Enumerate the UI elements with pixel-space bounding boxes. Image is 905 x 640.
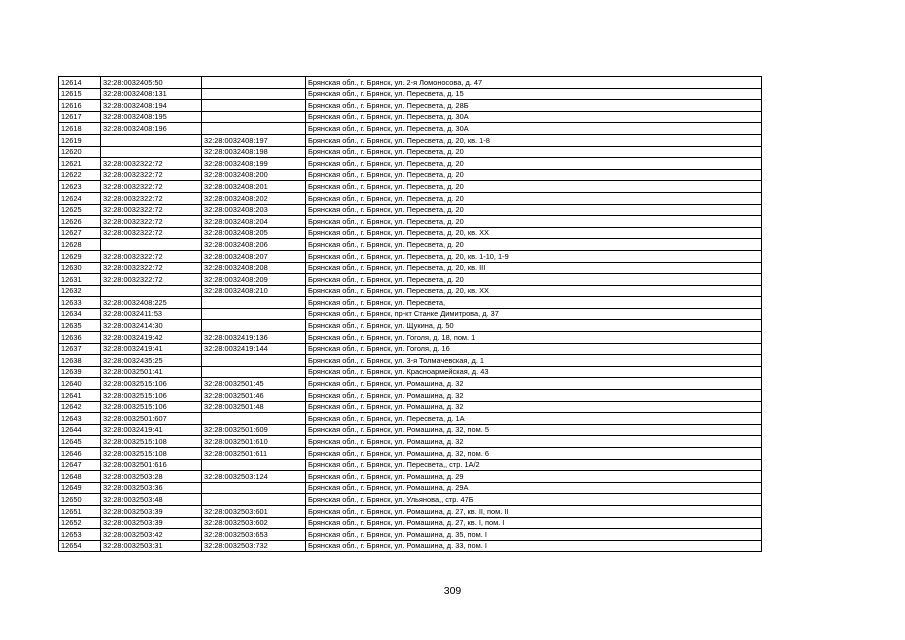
- row-number-cell: 12626: [59, 216, 101, 228]
- land-cadastral-number-cell: [101, 146, 202, 158]
- row-number-cell: 12619: [59, 134, 101, 146]
- building-cadastral-number-cell: 32:28:0032408:197: [202, 134, 306, 146]
- row-number-cell: 12614: [59, 77, 101, 89]
- row-number-cell: 12645: [59, 436, 101, 448]
- land-cadastral-number-cell: 32:28:0032322:72: [101, 181, 202, 193]
- row-number-cell: 12646: [59, 448, 101, 460]
- land-cadastral-number-cell: 32:28:0032408:131: [101, 88, 202, 100]
- building-cadastral-number-cell: 32:28:0032408:198: [202, 146, 306, 158]
- land-cadastral-number-cell: 32:28:0032503:28: [101, 471, 202, 483]
- building-cadastral-number-cell: 32:28:0032408:206: [202, 239, 306, 251]
- row-number-cell: 12653: [59, 529, 101, 541]
- building-cadastral-number-cell: 32:28:0032408:205: [202, 227, 306, 239]
- row-number-cell: 12635: [59, 320, 101, 332]
- address-cell: Брянская обл., г. Брянск, ул. Пересвета, д. 20: [306, 192, 762, 204]
- address-cell: Брянская обл., г. Брянск, ул. Пересвета, д. 20: [306, 239, 762, 251]
- land-cadastral-number-cell: 32:28:0032322:72: [101, 204, 202, 216]
- land-cadastral-number-cell: 32:28:0032411:53: [101, 308, 202, 320]
- address-cell: Брянская обл., г. Брянск, ул. Ромашина, д. 32: [306, 401, 762, 413]
- table-row: [59, 355, 762, 367]
- land-cadastral-number-cell: 32:28:0032501:616: [101, 459, 202, 471]
- address-cell: Брянская обл., г. Брянск, ул. 2-я Ломоносова, д. 47: [306, 77, 762, 89]
- row-number-cell: 12641: [59, 390, 101, 402]
- row-number-cell: 12627: [59, 227, 101, 239]
- row-number-cell: 12616: [59, 100, 101, 112]
- land-cadastral-number-cell: 32:28:0032515:106: [101, 401, 202, 413]
- building-cadastral-number-cell: 32:28:0032503:601: [202, 505, 306, 517]
- building-cadastral-number-cell: 32:28:0032501:45: [202, 378, 306, 390]
- table-row: [59, 424, 762, 436]
- building-cadastral-number-cell: 32:28:0032503:732: [202, 540, 306, 552]
- table-row: [59, 250, 762, 262]
- row-number-cell: 12633: [59, 297, 101, 309]
- land-cadastral-number-cell: 32:28:0032503:36: [101, 482, 202, 494]
- row-number-cell: 12625: [59, 204, 101, 216]
- address-cell: Брянская обл., г. Брянск, ул. Ромашина, д. 35, пом. I: [306, 529, 762, 541]
- table-row: [59, 88, 762, 100]
- building-cadastral-number-cell: 32:28:0032408:209: [202, 274, 306, 286]
- row-number-cell: 12628: [59, 239, 101, 251]
- building-cadastral-number-cell: [202, 482, 306, 494]
- land-cadastral-number-cell: 32:28:0032408:195: [101, 111, 202, 123]
- table-row: [59, 471, 762, 483]
- table-row: [59, 134, 762, 146]
- table-row: [59, 320, 762, 332]
- table-row: [59, 390, 762, 402]
- table-row: [59, 100, 762, 112]
- building-cadastral-number-cell: [202, 494, 306, 506]
- row-number-cell: 12640: [59, 378, 101, 390]
- building-cadastral-number-cell: [202, 413, 306, 425]
- land-cadastral-number-cell: 32:28:0032503:39: [101, 517, 202, 529]
- building-cadastral-number-cell: 32:28:0032501:611: [202, 448, 306, 460]
- row-number-cell: 12647: [59, 459, 101, 471]
- building-cadastral-number-cell: 32:28:0032408:207: [202, 250, 306, 262]
- page-number: 309: [443, 585, 462, 597]
- building-cadastral-number-cell: [202, 308, 306, 320]
- registry-table-body: [59, 77, 762, 552]
- building-cadastral-number-cell: [202, 355, 306, 367]
- table-row: [59, 529, 762, 541]
- address-cell: Брянская обл., г. Брянск, ул. Ромашина, д. 33, пом. I: [306, 540, 762, 552]
- land-cadastral-number-cell: 32:28:0032503:39: [101, 505, 202, 517]
- building-cadastral-number-cell: [202, 77, 306, 89]
- row-number-cell: 12622: [59, 169, 101, 181]
- table-row: [59, 378, 762, 390]
- table-row: [59, 204, 762, 216]
- row-number-cell: 12652: [59, 517, 101, 529]
- land-cadastral-number-cell: 32:28:0032503:31: [101, 540, 202, 552]
- address-cell: Брянская обл., г. Брянск, ул. Пересвета, д. 20: [306, 274, 762, 286]
- table-row: [59, 308, 762, 320]
- land-cadastral-number-cell: 32:28:0032408:194: [101, 100, 202, 112]
- table-row: [59, 181, 762, 193]
- address-cell: Брянская обл., г. Брянск, ул. Гоголя, д. 16: [306, 343, 762, 355]
- table-row: [59, 227, 762, 239]
- land-cadastral-number-cell: 32:28:0032419:41: [101, 343, 202, 355]
- table-row: [59, 297, 762, 309]
- land-cadastral-number-cell: 32:28:0032515:106: [101, 378, 202, 390]
- building-cadastral-number-cell: [202, 366, 306, 378]
- table-row: [59, 505, 762, 517]
- address-cell: Брянская обл., г. Брянск, ул. Ромашина, д. 32: [306, 436, 762, 448]
- row-number-cell: 12618: [59, 123, 101, 135]
- address-cell: Брянская обл., г. Брянск, ул. Пересвета,: [306, 297, 762, 309]
- land-cadastral-number-cell: 32:28:0032501:607: [101, 413, 202, 425]
- table-row: [59, 169, 762, 181]
- address-cell: Брянская обл., г. Брянск, ул. Ромашина, д. 32, пом. 6: [306, 448, 762, 460]
- address-cell: Брянская обл., г. Брянск, пр-кт Станке Димитрова, д. 37: [306, 308, 762, 320]
- land-cadastral-number-cell: [101, 134, 202, 146]
- address-cell: Брянская обл., г. Брянск, ул. Пересвета, д. 20: [306, 204, 762, 216]
- address-cell: Брянская обл., г. Брянск, ул. Пересвета, д. 20, кв. 1-8: [306, 134, 762, 146]
- address-cell: Брянская обл., г. Брянск, ул. Пересвета, д. 20, кв. XX: [306, 285, 762, 297]
- row-number-cell: 12624: [59, 192, 101, 204]
- address-cell: Брянская обл., г. Брянск, ул. Ромашина, д. 29А: [306, 482, 762, 494]
- table-row: [59, 158, 762, 170]
- row-number-cell: 12630: [59, 262, 101, 274]
- building-cadastral-number-cell: [202, 88, 306, 100]
- address-cell: Брянская обл., г. Брянск, ул. Пересвета, д. 20: [306, 169, 762, 181]
- address-cell: Брянская обл., г. Брянск, ул. Ромашина, д. 32: [306, 390, 762, 402]
- land-cadastral-number-cell: 32:28:0032322:72: [101, 250, 202, 262]
- address-cell: Брянская обл., г. Брянск, ул. Пересвета, д. 20: [306, 158, 762, 170]
- table-row: [59, 123, 762, 135]
- building-cadastral-number-cell: [202, 100, 306, 112]
- table-row: [59, 274, 762, 286]
- land-cadastral-number-cell: 32:28:0032414:30: [101, 320, 202, 332]
- address-cell: Брянская обл., г. Брянск, ул. Красноармейская, д. 43: [306, 366, 762, 378]
- row-number-cell: 12617: [59, 111, 101, 123]
- address-cell: Брянская обл., г. Брянск, ул. Гоголя, д. 18, пом. 1: [306, 332, 762, 344]
- address-cell: Брянская обл., г. Брянск, ул. Пересвета, д. 30А: [306, 111, 762, 123]
- table-row: [59, 540, 762, 552]
- building-cadastral-number-cell: [202, 459, 306, 471]
- building-cadastral-number-cell: 32:28:0032501:48: [202, 401, 306, 413]
- row-number-cell: 12615: [59, 88, 101, 100]
- address-cell: Брянская обл., г. Брянск, ул. 3-я Толмачевская, д. 1: [306, 355, 762, 367]
- table-row: [59, 459, 762, 471]
- row-number-cell: 12636: [59, 332, 101, 344]
- row-number-cell: 12621: [59, 158, 101, 170]
- address-cell: Брянская обл., г. Брянск, ул. Ульянова,, стр. 47Б: [306, 494, 762, 506]
- address-cell: Брянская обл., г. Брянск, ул. Пересвета, д. 30А: [306, 123, 762, 135]
- table-row: [59, 343, 762, 355]
- table-row: [59, 413, 762, 425]
- land-cadastral-number-cell: 32:28:0032419:42: [101, 332, 202, 344]
- row-number-cell: 12643: [59, 413, 101, 425]
- building-cadastral-number-cell: 32:28:0032408:199: [202, 158, 306, 170]
- row-number-cell: 12629: [59, 250, 101, 262]
- row-number-cell: 12650: [59, 494, 101, 506]
- land-cadastral-number-cell: 32:28:0032322:72: [101, 227, 202, 239]
- table-row: [59, 332, 762, 344]
- building-cadastral-number-cell: 32:28:0032408:200: [202, 169, 306, 181]
- table-row: [59, 366, 762, 378]
- address-cell: Брянская обл., г. Брянск, ул. Ромашина, д. 32: [306, 378, 762, 390]
- table-row: [59, 192, 762, 204]
- land-cadastral-number-cell: 32:28:0032322:72: [101, 169, 202, 181]
- land-cadastral-number-cell: 32:28:0032419:41: [101, 424, 202, 436]
- address-cell: Брянская обл., г. Брянск, ул. Ромашина, д. 29: [306, 471, 762, 483]
- table-row: [59, 436, 762, 448]
- land-cadastral-number-cell: 32:28:0032515:108: [101, 448, 202, 460]
- building-cadastral-number-cell: 32:28:0032503:653: [202, 529, 306, 541]
- address-cell: Брянская обл., г. Брянск, ул. Пересвета, д. 20: [306, 216, 762, 228]
- building-cadastral-number-cell: 32:28:0032501:46: [202, 390, 306, 402]
- row-number-cell: 12654: [59, 540, 101, 552]
- building-cadastral-number-cell: 32:28:0032408:210: [202, 285, 306, 297]
- land-cadastral-number-cell: 32:28:0032322:72: [101, 262, 202, 274]
- row-number-cell: 12623: [59, 181, 101, 193]
- land-cadastral-number-cell: 32:28:0032322:72: [101, 192, 202, 204]
- address-cell: Брянская обл., г. Брянск, ул. Пересвета, д. 15: [306, 88, 762, 100]
- building-cadastral-number-cell: 32:28:0032408:202: [202, 192, 306, 204]
- table-row: [59, 494, 762, 506]
- building-cadastral-number-cell: 32:28:0032501:610: [202, 436, 306, 448]
- table-row: [59, 401, 762, 413]
- building-cadastral-number-cell: 32:28:0032503:602: [202, 517, 306, 529]
- building-cadastral-number-cell: [202, 111, 306, 123]
- address-cell: Брянская обл., г. Брянск, ул. Ромашина, д. 27, кв. II, пом. II: [306, 505, 762, 517]
- land-cadastral-number-cell: 32:28:0032322:72: [101, 274, 202, 286]
- building-cadastral-number-cell: 32:28:0032501:609: [202, 424, 306, 436]
- address-cell: Брянская обл., г. Брянск, ул. Пересвета, д. 20, кв. XX: [306, 227, 762, 239]
- address-cell: Брянская обл., г. Брянск, ул. Пересвета, д. 20: [306, 181, 762, 193]
- row-number-cell: 12631: [59, 274, 101, 286]
- building-cadastral-number-cell: 32:28:0032419:136: [202, 332, 306, 344]
- building-cadastral-number-cell: 32:28:0032419:144: [202, 343, 306, 355]
- table-row: [59, 111, 762, 123]
- address-cell: Брянская обл., г. Брянск, ул. Щукина, д. 50: [306, 320, 762, 332]
- address-cell: Брянская обл., г. Брянск, ул. Пересвета, д. 20, кв. 1-10, 1-9: [306, 250, 762, 262]
- row-number-cell: 12634: [59, 308, 101, 320]
- table-row: [59, 448, 762, 460]
- table-row: [59, 146, 762, 158]
- land-cadastral-number-cell: 32:28:0032408:225: [101, 297, 202, 309]
- land-cadastral-number-cell: [101, 239, 202, 251]
- row-number-cell: 12642: [59, 401, 101, 413]
- row-number-cell: 12649: [59, 482, 101, 494]
- land-cadastral-number-cell: 32:28:0032515:108: [101, 436, 202, 448]
- land-cadastral-number-cell: 32:28:0032501:41: [101, 366, 202, 378]
- building-cadastral-number-cell: 32:28:0032408:208: [202, 262, 306, 274]
- registry-table: [58, 76, 762, 552]
- table-row: [59, 482, 762, 494]
- land-cadastral-number-cell: [101, 285, 202, 297]
- address-cell: Брянская обл., г. Брянск, ул. Пересвета,, стр. 1А/2: [306, 459, 762, 471]
- building-cadastral-number-cell: 32:28:0032408:203: [202, 204, 306, 216]
- land-cadastral-number-cell: 32:28:0032322:72: [101, 158, 202, 170]
- building-cadastral-number-cell: 32:28:0032408:204: [202, 216, 306, 228]
- table-row: [59, 517, 762, 529]
- land-cadastral-number-cell: 32:28:0032503:42: [101, 529, 202, 541]
- table-row: [59, 262, 762, 274]
- row-number-cell: 12620: [59, 146, 101, 158]
- building-cadastral-number-cell: [202, 320, 306, 332]
- row-number-cell: 12639: [59, 366, 101, 378]
- table-row: [59, 285, 762, 297]
- address-cell: Брянская обл., г. Брянск, ул. Пересвета, д. 20, кв. III: [306, 262, 762, 274]
- building-cadastral-number-cell: [202, 297, 306, 309]
- row-number-cell: 12648: [59, 471, 101, 483]
- land-cadastral-number-cell: 32:28:0032408:196: [101, 123, 202, 135]
- address-cell: Брянская обл., г. Брянск, ул. Пересвета, д. 1А: [306, 413, 762, 425]
- row-number-cell: 12637: [59, 343, 101, 355]
- land-cadastral-number-cell: 32:28:0032405:50: [101, 77, 202, 89]
- building-cadastral-number-cell: 32:28:0032503:124: [202, 471, 306, 483]
- address-cell: Брянская обл., г. Брянск, ул. Ромашина, д. 27, кв. I, пом. I: [306, 517, 762, 529]
- address-cell: Брянская обл., г. Брянск, ул. Ромашина, д. 32, пом. 5: [306, 424, 762, 436]
- table-row: [59, 77, 762, 89]
- land-cadastral-number-cell: 32:28:0032322:72: [101, 216, 202, 228]
- building-cadastral-number-cell: 32:28:0032408:201: [202, 181, 306, 193]
- land-cadastral-number-cell: 32:28:0032515:106: [101, 390, 202, 402]
- row-number-cell: 12651: [59, 505, 101, 517]
- land-cadastral-number-cell: 32:28:0032503:48: [101, 494, 202, 506]
- table-row: [59, 239, 762, 251]
- address-cell: Брянская обл., г. Брянск, ул. Пересвета, д. 28Б: [306, 100, 762, 112]
- land-cadastral-number-cell: 32:28:0032435:25: [101, 355, 202, 367]
- row-number-cell: 12644: [59, 424, 101, 436]
- row-number-cell: 12632: [59, 285, 101, 297]
- row-number-cell: 12638: [59, 355, 101, 367]
- building-cadastral-number-cell: [202, 123, 306, 135]
- table-row: [59, 216, 762, 228]
- address-cell: Брянская обл., г. Брянск, ул. Пересвета, д. 20: [306, 146, 762, 158]
